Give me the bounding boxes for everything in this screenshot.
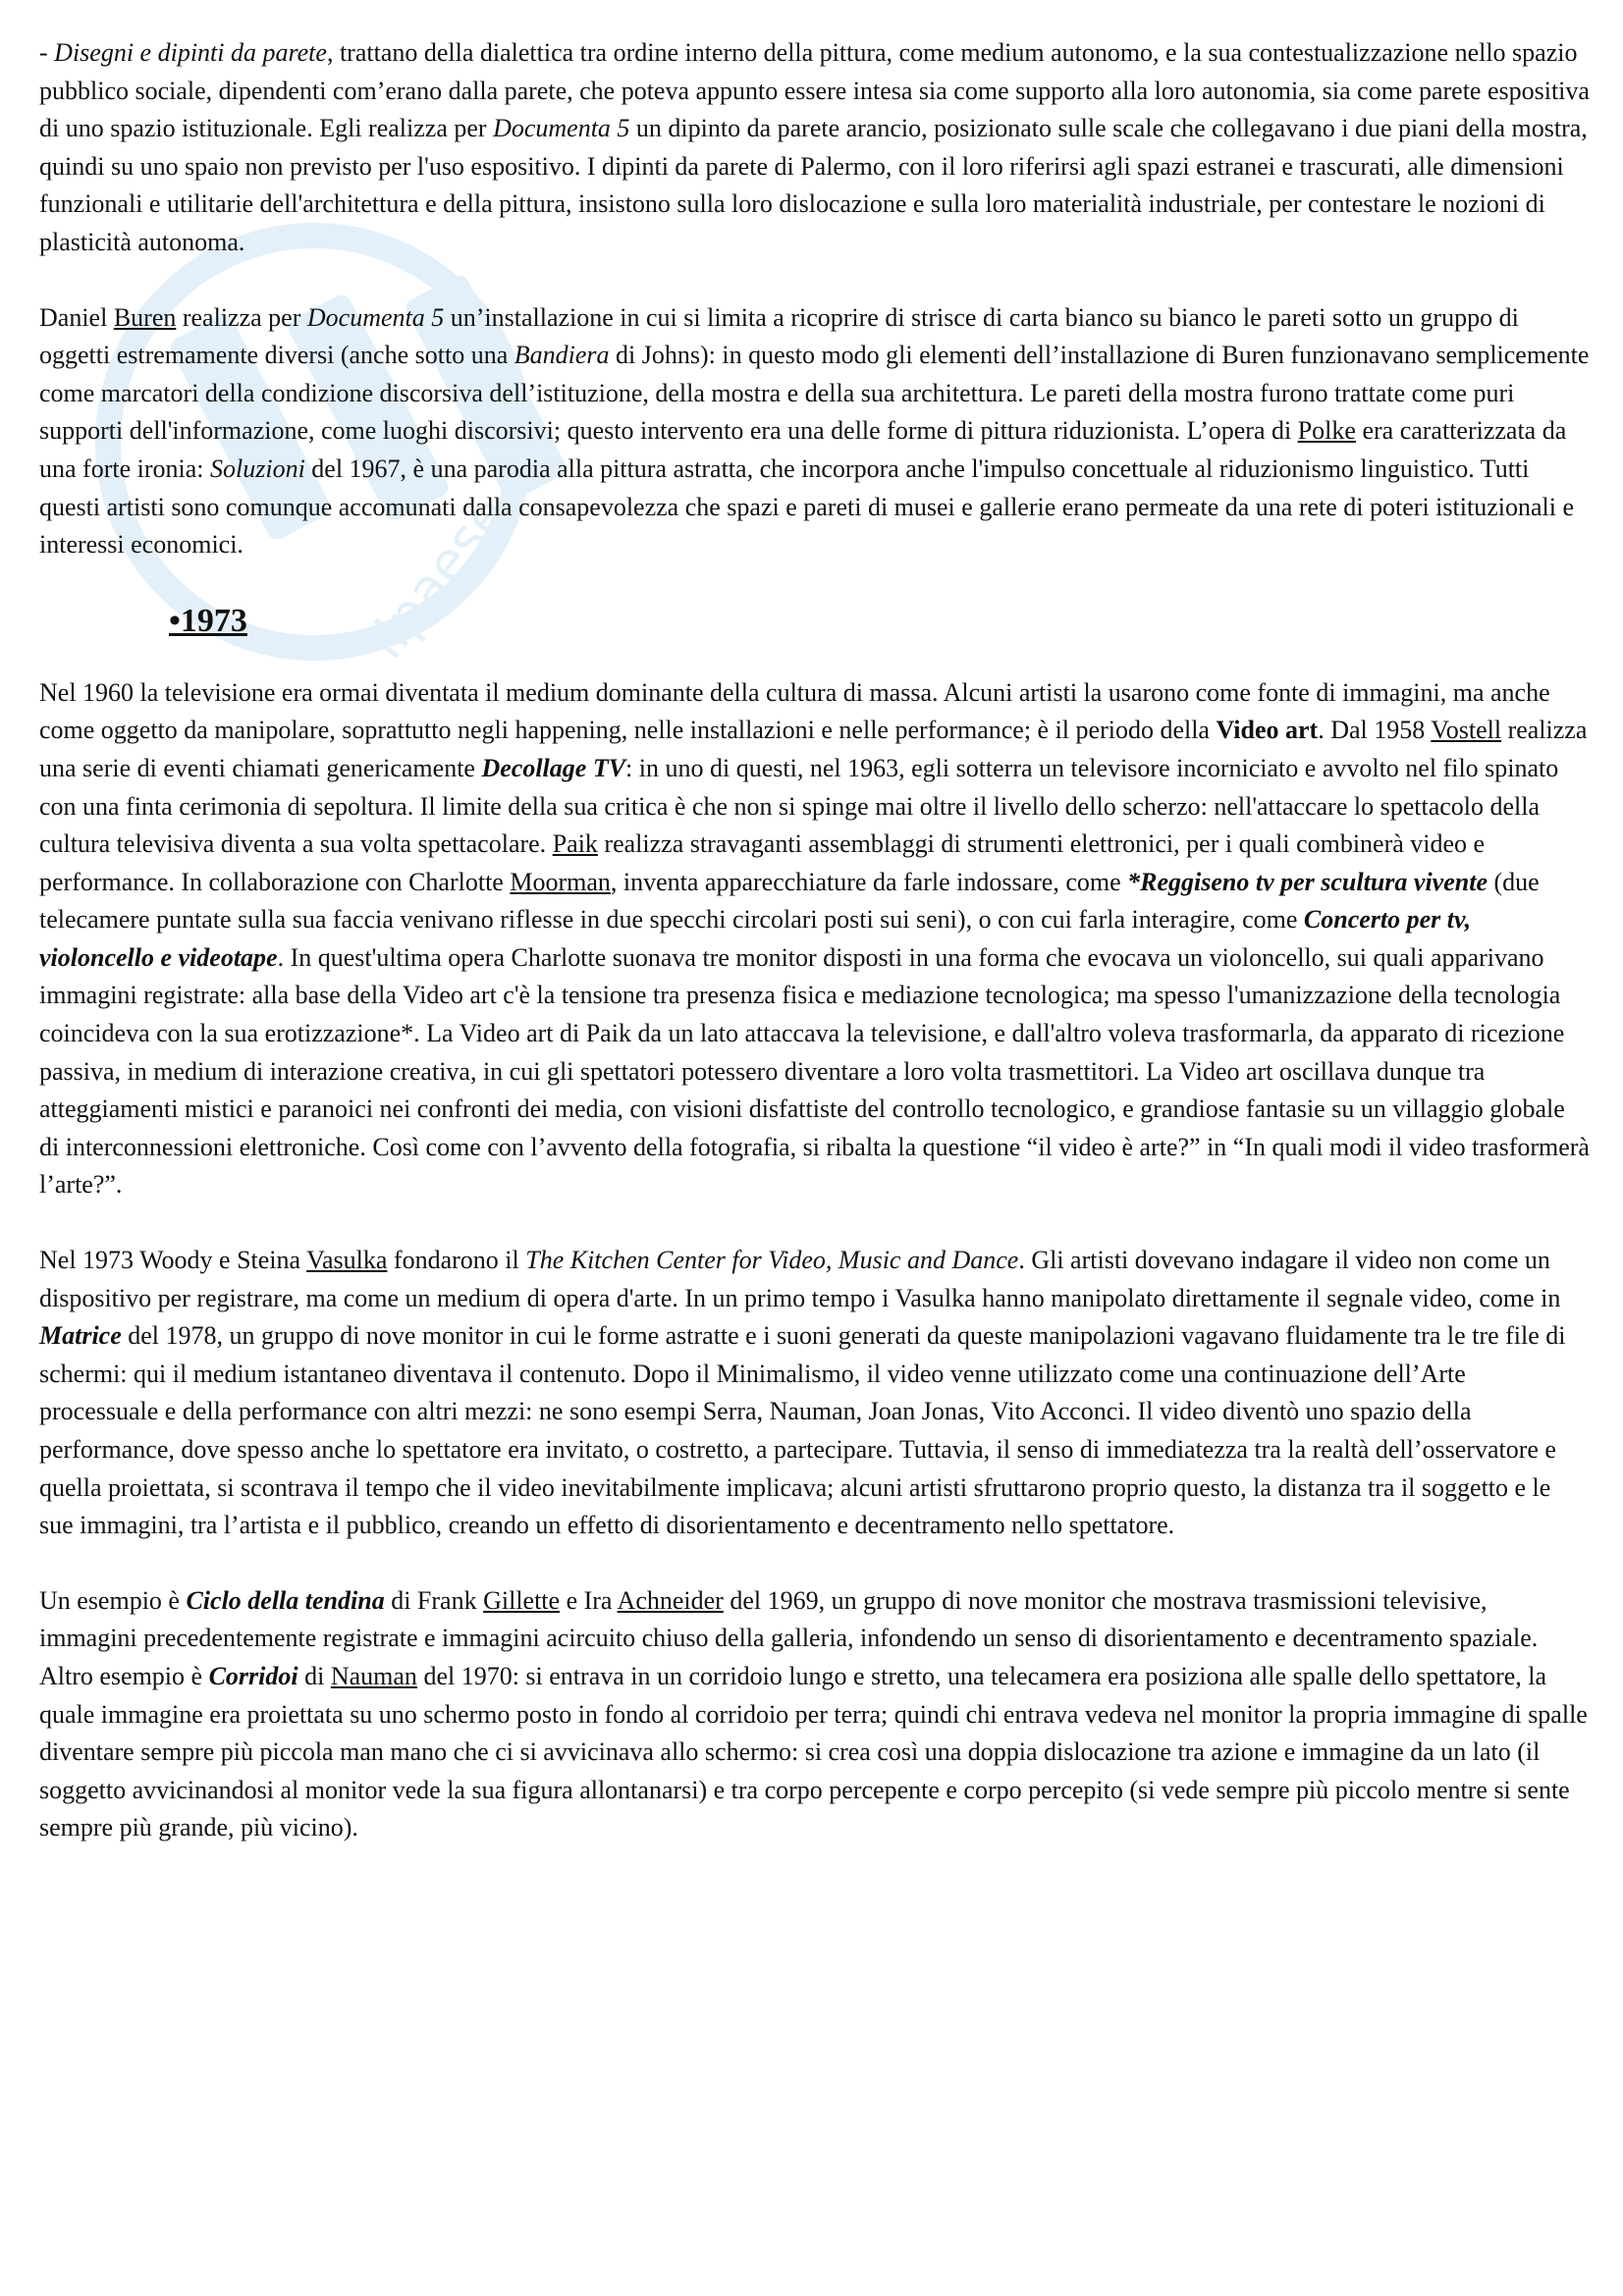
exhibition-title: Documenta 5 — [306, 302, 445, 332]
document-body — [39, 34, 1591, 1847]
artist-link-nauman[interactable]: Nauman — [330, 1661, 417, 1690]
text-run: . Dal 1958 — [1318, 716, 1432, 745]
institution-name: The Kitchen Center for Video, Music and Dance — [525, 1246, 1019, 1275]
artist-link-achneider[interactable]: Achneider — [617, 1585, 724, 1615]
text-run: di — [298, 1661, 331, 1690]
artist-link-paik[interactable]: Paik — [552, 829, 598, 859]
text-run: del 1970: si entrava in un corridoio lungo e stretto, una telecamera era posiziona alle spalle dello spettatore, la quale immagine era proiettata su uno schermo posto in fondo al corridoio per terra; quindi chi entrava vedeva nel monitor la propria immagine di spalle diventare sempre più piccola man mano che ci si avvicinava allo schermo: si crea così una doppia dislocazione tra azione e immagine da un lato (il soggetto avvicinandosi al monitor vede la sua figura allontanarsi) e tra corpo percepente e corpo percepito (si vede sempre più piccolo mentre si sente sempre più grande, più vicino). — [39, 1661, 1588, 1842]
work-title: Bandiera — [514, 341, 610, 370]
text-run: Un esempio è — [39, 1585, 187, 1615]
artist-link-vasulka[interactable]: Vasulka — [306, 1246, 388, 1275]
artist-link-vostell[interactable]: Vostell — [1431, 716, 1502, 745]
text-run: . In quest'ultima opera Charlotte suonava tre monitor disposti in una forma che evocava un violoncello, sui quali apparivano immagini registrate: alla base della Video art c'è la tensione tra presenza fisica e mediazione tecnologica; ma spesso l'umanizzazione della tecnologia coincideva con la sua erotizzazione*. La Video art di Paik da un lato attaccava la televisione, e dall'altro voleva trasformarla, da apparato di ricezione passiva, in medium di interazione creativa, in cui gli spettatori potessero diventare a loro volta trasmettitori. La Video art oscillava dunque tra atteggiamenti mistici e paranoici nei confronti dei media, con visioni disfattiste del controllo tecnologico, e grandiose fantasie su un villaggio globale di interconnessioni elettroniche. Così come con l’avvento della fotografia, si ribalta la questione “il video è arte?” in “In quali modi il video trasformerà l’arte?”. — [39, 942, 1590, 1200]
artist-link-buren[interactable]: Buren — [113, 302, 177, 332]
text-run: di Johns): in questo modo gli elementi dell’installazione di Buren funzionavano semplicemente come marcatori della condizione discorsiva dell’istituzione, della mostra e della sua architettura. Le pareti della mostra furono trattate come puri supporti dell'informazione, come luoghi discorsivi; questo intervento era una delle forme di pittura riduzionista. L’opera di — [39, 341, 1590, 446]
artist-link-gillette[interactable]: Gillette — [483, 1585, 561, 1615]
paragraph-vasulka — [39, 1242, 1591, 1545]
text-run: un’installazione in cui si limita a ricoprire di strisce di carta bianco su bianco le pareti sotto un gruppo di oggetti estremamente diversi (anche sotto una — [39, 302, 1519, 370]
text-run: fondarono il — [387, 1246, 526, 1275]
text-run: Nel 1960 la televisione era ormai diventata il medium dominante della cultura di massa. Alcuni artisti la usarono come fonte di immagini, ma anche come oggetto da manipolare, soprattutto negli happening, nelle installazioni e nelle performance; è il periodo della — [39, 677, 1550, 745]
paragraph-buren-polke — [39, 299, 1591, 564]
text-run: era caratterizzata da una forte ironia: — [39, 416, 1567, 483]
paragraph-wall-paintings — [39, 34, 1591, 262]
work-title: Disegni e dipinti da parete — [54, 38, 327, 67]
text-run: realizza per — [176, 302, 307, 332]
exhibition-title: Documenta 5 — [493, 114, 630, 143]
text-run: del 1969, un gruppo di nove monitor che mostrava trasmissioni televisive, immagini precedentemente registrate e immagini acircuito chiuso della galleria, infondendo un senso di disorientamento e decentramento spaziale. Altro esempio è — [39, 1585, 1539, 1690]
text-run: di Frank — [384, 1585, 484, 1615]
work-title: Ciclo della tendina — [186, 1585, 385, 1615]
text-run: realizza una serie di eventi chiamati genericamente — [39, 716, 1588, 782]
term-video-art: Video art — [1216, 716, 1319, 745]
artist-link-moorman[interactable]: Moorman — [510, 867, 611, 896]
text-run: (due telecamere puntate sulla sua faccia venivano riflesse in due specchi circolari posti sui seni), o con cui farla interagire, come — [39, 867, 1540, 934]
paragraph-examples — [39, 1582, 1591, 1847]
work-title: Corridoi — [208, 1661, 298, 1690]
text-run: : in uno di questi, nel 1963, egli sotterra un televisore incorniciato e avvolto nel filo spinato con una finta cerimonia di sepoltura. Il limite della sua critica è che non si spinge mai oltre il livello dello scherzo: nell'attaccare lo spettacolo della cultura televisiva diventa a sua volta spettacolare. — [39, 753, 1559, 859]
text-run: , trattano della dialettica tra ordine interno della pittura, come medium autonomo, e la sua contestualizzazione nello spazio pubblico sociale, dipendenti com’erano dalla parete, che poteva appunto essere intesa sia come supporto alla loro autonomia, sia come parete espositiva di uno spazio istituzionale. Egli realizza per — [39, 38, 1590, 143]
text-run: del 1978, un gruppo di nove monitor in cui le forme astratte e i suoni generati da queste manipolazioni vagavano fluidamente tra le tre file di schermi: qui il medium istantaneo diventava il contenuto. Dopo il Minimalismo, il video venne utilizzato come una continuazione dell’Arte processuale e della performance con altri mezzi: ne sono esempi Serra, Nauman, Joan Jonas, Vito Acconci. Il video diventò uno spazio della performance, dove spesso anche lo spettatore era invitato, o costretto, a partecipare. Tuttavia, il senso di immediatezza tra la realtà dell’osservatore e quella proiettata, si scontrava il tempo che il video inevitabilmente implicava; alcuni artisti sfruttarono proprio questo, la distanza tra il soggetto e le sue immagini, tra l’artista e il pubblico, creando un effetto di disorientamento e decentramento nello spettatore. — [39, 1321, 1566, 1540]
text-run: - — [39, 38, 55, 67]
work-title: *Reggiseno tv per scultura vivente — [1127, 867, 1488, 896]
work-title: Matrice — [39, 1321, 122, 1351]
artist-link-polke[interactable]: Polke — [1297, 416, 1356, 446]
text-run: Nel 1973 Woody e Steina — [39, 1246, 307, 1275]
text-run: del 1967, è una parodia alla pittura astratta, che incorpora anche l'impulso concettuale al riduzionismo linguistico. Tutti questi artisti sono comunque accomunati dalla consapevolezza che spazi e pareti di musei e gallerie erano permeate da una rete di poteri istituzionali e interessi economici. — [39, 454, 1574, 560]
text-run: realizza stravaganti assemblaggi di strumenti elettronici, per i quali combinerà video e performance. In collaborazione con Charlotte — [39, 829, 1486, 896]
text-run: un dipinto da parete arancio, posizionato sulle scale che collegavano i due piani della mostra, quindi su uno spaio non previsto per l'uso espositivo. I dipinti da parete di Palermo, con il loro riferirsi agli spazi estranei e trascurati, alle dimensioni funzionali e utilitarie dell'architettura e della pittura, insistono sulla loro dislocazione e sulla loro materialità industriale, per contestare le nozioni di plasticità autonoma. — [39, 114, 1588, 256]
section-heading-1973: •1973 — [169, 602, 247, 639]
work-title: Decollage TV — [481, 753, 626, 782]
work-title: Concerto per tv, violoncello e videotape — [39, 905, 1472, 972]
svg-text:ilpaese: ilpaese — [354, 483, 519, 670]
text-run: e Ira — [560, 1585, 618, 1615]
work-title: Soluzioni — [210, 454, 305, 483]
text-run: . Gli artisti dovevano indagare il video non come un dispositivo per registrare, ma come un medium di opera d'arte. In un primo tempo i Vasulka hanno manipolato direttamente il segnale video, come in — [39, 1246, 1561, 1312]
text-run: Daniel — [39, 302, 114, 332]
paragraph-video-art — [39, 674, 1591, 1204]
text-run: , inventa apparecchiature da farle indossare, come — [610, 867, 1128, 896]
